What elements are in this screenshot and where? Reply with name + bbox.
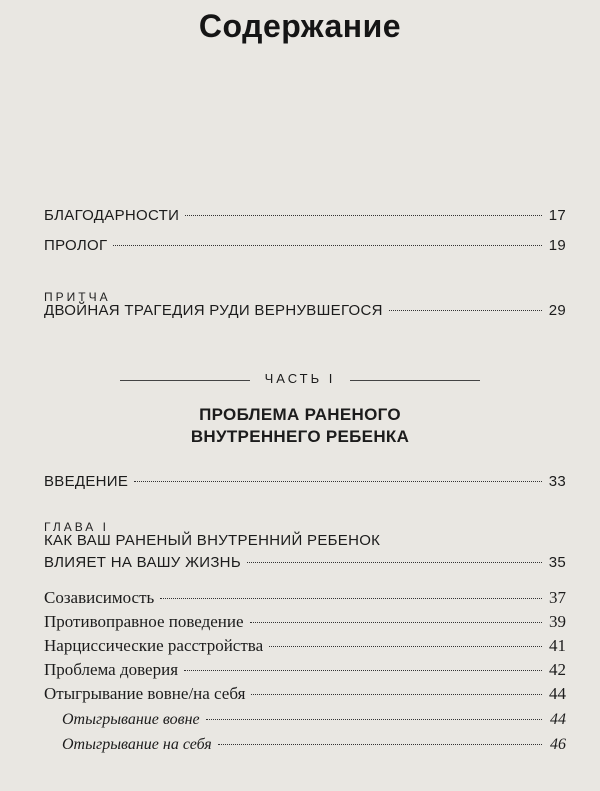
toc-entry-page: 37 [549,588,566,607]
toc-entry-page: 29 [548,302,566,319]
dot-leader [185,215,542,216]
page-title: Содержание [198,8,402,44]
toc-entry-page: 44 [550,711,566,728]
toc-entry-label: Отыгрывание вовне [62,711,200,728]
toc-entry-label: Нарциссические расстройства [44,636,264,655]
toc-entry-section[interactable] [44,588,566,608]
toc-entry-acknowledgements[interactable] [44,207,566,224]
dot-leader [251,694,542,695]
part-label: ЧАСТЬ I [264,371,336,386]
toc-entry-subsection[interactable] [62,736,566,754]
dot-leader [134,481,542,482]
toc-entry-page: 35 [548,554,566,571]
dot-leader [247,562,542,563]
dot-leader [160,598,542,599]
toc-entry-page: 17 [548,207,566,224]
toc-entry-page: 44 [549,684,566,703]
dot-leader [269,646,542,647]
toc-entry-label: ПРОЛОГ [44,237,108,254]
toc-entry-label: Отыгрывание вовне/на себя [44,684,246,703]
toc-entry-introduction[interactable] [44,473,566,490]
toc-entry-page: 42 [549,660,566,679]
toc-entry-page: 19 [548,237,566,254]
toc-entry-section[interactable] [44,636,566,656]
parable-kicker: ПРИТЧА [44,290,111,304]
toc-entry-label: Отыгрывание на себя [62,736,212,753]
toc-entry-section[interactable] [44,660,566,680]
part-rule-right [350,380,480,381]
toc-entry-page: 39 [549,612,566,631]
dot-leader [184,670,542,671]
toc-entry-chapter-1[interactable] [44,554,566,571]
toc-entry-section[interactable] [44,684,566,704]
toc-entry-label: Противоправное поведение [44,612,244,631]
toc-entry-prologue[interactable] [44,237,566,254]
toc-entry-page: 46 [550,736,566,753]
toc-entry-label: Созависимость [44,588,155,607]
part-title-line2: ВНУТРЕННЕГО РЕБЕНКА [190,427,410,446]
part-title [0,404,600,448]
chapter-kicker: ГЛАВА I [44,520,109,534]
part-title-line1: ПРОБЛЕМА РАНЕНОГО [199,405,401,424]
dot-leader [218,744,542,745]
toc-entry-subsection[interactable] [62,711,566,729]
dot-leader [250,622,542,623]
toc-entry-label: Проблема доверия [44,660,179,679]
chapter-title-line1[interactable]: КАК ВАШ РАНЕНЫЙ ВНУТРЕННИЙ РЕБЕНОК [44,532,381,549]
toc-entry-parable[interactable] [44,302,566,319]
dot-leader [206,719,542,720]
dot-leader [389,310,542,311]
toc-entry-label: ДВОЙНАЯ ТРАГЕДИЯ РУДИ ВЕРНУВШЕГОСЯ [44,302,383,319]
toc-entry-section[interactable] [44,612,566,632]
toc-entry-page: 33 [548,473,566,490]
dot-leader [113,245,542,246]
toc-entry-label: ВВЕДЕНИЕ [44,473,129,490]
toc-entry-label: БЛАГОДАРНОСТИ [44,207,180,224]
chapter-title-line2: ВЛИЯЕТ НА ВАШУ ЖИЗНЬ [44,554,241,571]
toc-entry-page: 41 [549,636,566,655]
